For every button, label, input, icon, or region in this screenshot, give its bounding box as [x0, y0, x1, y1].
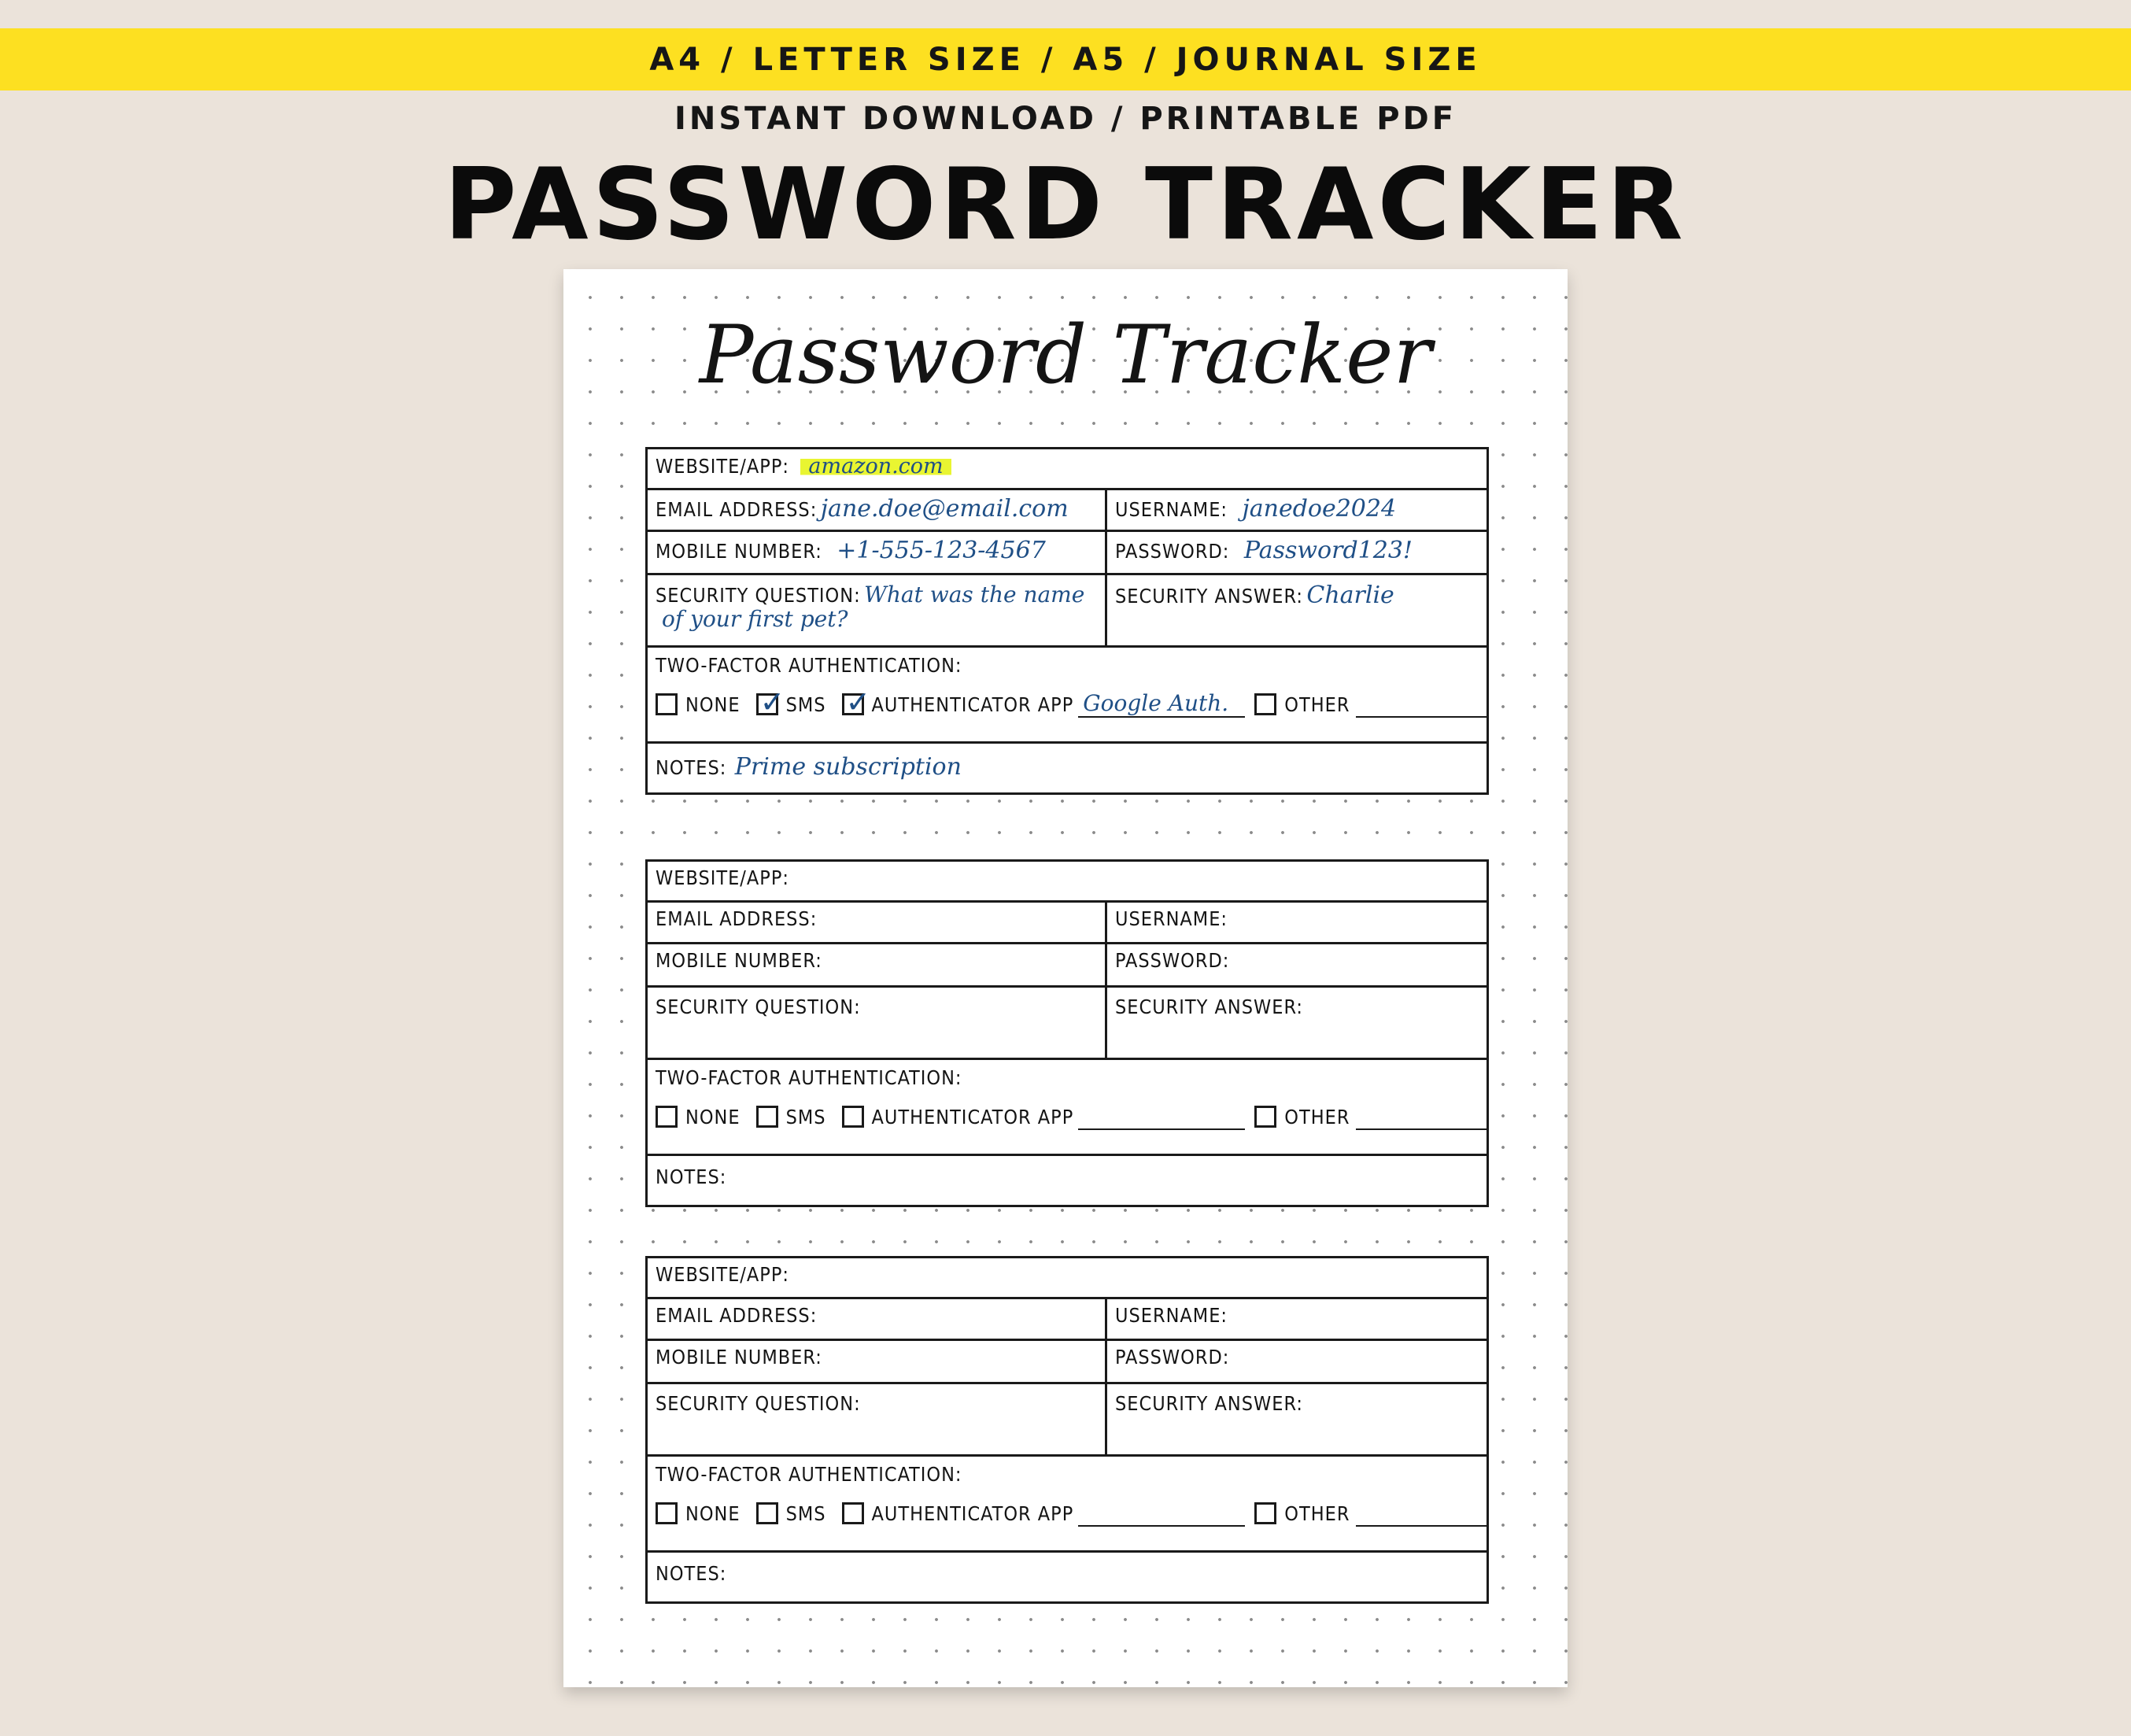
- sms-label: SMS: [785, 1501, 826, 1525]
- authenticator-app-line[interactable]: [1078, 691, 1245, 718]
- mobile-label: MOBILE NUMBER:: [656, 1346, 822, 1368]
- authenticator-checkbox[interactable]: [842, 1106, 864, 1128]
- authenticator-label: AUTHENTICATOR APP: [871, 1105, 1074, 1128]
- mobile-password-row: [648, 1341, 1487, 1384]
- website-label: WEBSITE/APP:: [656, 1263, 789, 1286]
- sheet-title: Password Tracker: [699, 308, 1432, 402]
- download-subtitle: INSTANT DOWNLOAD / PRINTABLE PDF: [674, 101, 1457, 137]
- website-row: [648, 1258, 1487, 1299]
- other-checkbox[interactable]: [1254, 693, 1276, 715]
- email-value[interactable]: jane.doe@email.com: [820, 495, 1069, 523]
- security-answer-label: SECURITY ANSWER:: [1115, 1392, 1303, 1415]
- printable-sheet: [563, 269, 1568, 1687]
- none-label: NONE: [685, 693, 740, 716]
- option-authenticator[interactable]: [842, 1500, 1246, 1527]
- security-row: [648, 988, 1487, 1060]
- security-answer-label: SECURITY ANSWER:: [1115, 995, 1303, 1018]
- sms-label: SMS: [785, 1105, 826, 1128]
- password-record-2: [645, 859, 1489, 1207]
- other-label: OTHER: [1284, 693, 1350, 716]
- authenticator-app-value: Google Auth.: [1083, 690, 1229, 716]
- mobile-label: MOBILE NUMBER:: [656, 949, 822, 972]
- password-label: PASSWORD:: [1115, 1346, 1230, 1368]
- email-username-row: [648, 490, 1487, 532]
- other-checkbox[interactable]: [1254, 1106, 1276, 1128]
- other-line[interactable]: [1356, 1103, 1487, 1130]
- notes-row: [648, 1553, 1487, 1601]
- email-username-row: [648, 1299, 1487, 1341]
- authenticator-label: AUTHENTICATOR APP: [871, 1501, 1074, 1525]
- username-label: USERNAME:: [1115, 907, 1228, 930]
- security-row: [648, 1384, 1487, 1457]
- mobile-label: MOBILE NUMBER:: [656, 540, 822, 563]
- security-question-value-line1[interactable]: What was the name: [864, 582, 1085, 608]
- two-factor-label: TWO-FACTOR AUTHENTICATION:: [656, 654, 962, 677]
- option-sms[interactable]: [756, 1106, 826, 1128]
- none-label: NONE: [685, 1501, 740, 1525]
- email-label: EMAIL ADDRESS:: [656, 1304, 818, 1327]
- website-label: WEBSITE/APP:: [656, 455, 789, 478]
- authenticator-check-icon: ✓: [845, 685, 871, 719]
- other-label: OTHER: [1284, 1501, 1350, 1525]
- sms-check-icon: ✓: [759, 685, 785, 719]
- other-line[interactable]: [1356, 1500, 1487, 1527]
- security-question-value-line2[interactable]: of your first pet?: [662, 606, 848, 632]
- security-answer-value[interactable]: Charlie: [1306, 582, 1394, 609]
- password-record-3: [645, 1256, 1489, 1604]
- option-none[interactable]: [656, 1106, 740, 1128]
- password-record-1: [645, 447, 1489, 795]
- option-sms[interactable]: [756, 685, 826, 719]
- none-checkbox[interactable]: [656, 693, 678, 715]
- two-factor-options: [656, 1500, 1479, 1527]
- notes-value[interactable]: Prime subscription: [734, 753, 962, 781]
- email-username-row: [648, 903, 1487, 944]
- option-other[interactable]: [1254, 1500, 1487, 1527]
- notes-row: [648, 1156, 1487, 1205]
- username-label: USERNAME:: [1115, 1304, 1228, 1327]
- website-row: [648, 862, 1487, 903]
- option-authenticator[interactable]: [842, 685, 1246, 719]
- notes-label: NOTES:: [656, 1562, 727, 1585]
- notes-label: NOTES:: [656, 1165, 727, 1188]
- password-value[interactable]: Password123!: [1243, 537, 1413, 564]
- two-factor-options: [656, 1103, 1479, 1130]
- none-checkbox[interactable]: [656, 1502, 678, 1524]
- page-title: PASSWORD TRACKER: [444, 146, 1687, 262]
- none-label: NONE: [685, 1105, 740, 1128]
- none-checkbox[interactable]: [656, 1106, 678, 1128]
- two-factor-row: [648, 1457, 1487, 1553]
- website-row: [648, 449, 1487, 490]
- two-factor-label: TWO-FACTOR AUTHENTICATION:: [656, 1463, 962, 1486]
- username-value[interactable]: janedoe2024: [1242, 495, 1397, 523]
- authenticator-checkbox[interactable]: [842, 1502, 864, 1524]
- security-question-label: SECURITY QUESTION:: [656, 584, 861, 607]
- authenticator-label: AUTHENTICATOR APP: [871, 693, 1074, 716]
- email-label: EMAIL ADDRESS:: [656, 907, 818, 930]
- sms-checkbox[interactable]: [756, 1502, 778, 1524]
- other-line[interactable]: [1356, 691, 1487, 718]
- security-question-label: SECURITY QUESTION:: [656, 995, 861, 1018]
- security-answer-label: SECURITY ANSWER:: [1115, 585, 1303, 608]
- two-factor-label: TWO-FACTOR AUTHENTICATION:: [656, 1066, 962, 1089]
- option-sms[interactable]: [756, 1502, 826, 1525]
- security-question-label: SECURITY QUESTION:: [656, 1392, 861, 1415]
- notes-label: NOTES:: [656, 756, 727, 779]
- option-none[interactable]: [656, 1502, 740, 1525]
- authenticator-checkbox[interactable]: [842, 685, 871, 719]
- security-row: [648, 575, 1487, 648]
- email-label: EMAIL ADDRESS:: [656, 498, 818, 521]
- sms-checkbox[interactable]: [756, 1106, 778, 1128]
- authenticator-app-line[interactable]: [1078, 1500, 1245, 1527]
- notes-row: [648, 744, 1487, 792]
- password-label: PASSWORD:: [1115, 949, 1230, 972]
- option-authenticator[interactable]: [842, 1103, 1246, 1130]
- other-checkbox[interactable]: [1254, 1502, 1276, 1524]
- mobile-password-row: [648, 532, 1487, 575]
- size-banner: A4 / LETTER SIZE / A5 / JOURNAL SIZE: [0, 28, 2131, 90]
- authenticator-app-line[interactable]: [1078, 1103, 1245, 1130]
- option-other[interactable]: [1254, 691, 1487, 718]
- mobile-value[interactable]: +1-555-123-4567: [837, 537, 1046, 564]
- sms-label: SMS: [785, 693, 826, 716]
- mobile-password-row: [648, 944, 1487, 988]
- sms-checkbox[interactable]: [756, 685, 785, 719]
- option-other[interactable]: [1254, 1103, 1487, 1130]
- other-label: OTHER: [1284, 1105, 1350, 1128]
- website-label: WEBSITE/APP:: [656, 866, 789, 889]
- username-label: USERNAME:: [1115, 498, 1228, 521]
- two-factor-row: [648, 1060, 1487, 1156]
- password-label: PASSWORD:: [1115, 540, 1230, 563]
- website-value[interactable]: amazon.com: [800, 454, 951, 478]
- two-factor-options: [656, 685, 1479, 719]
- two-factor-row: [648, 648, 1487, 744]
- option-none[interactable]: [656, 693, 740, 716]
